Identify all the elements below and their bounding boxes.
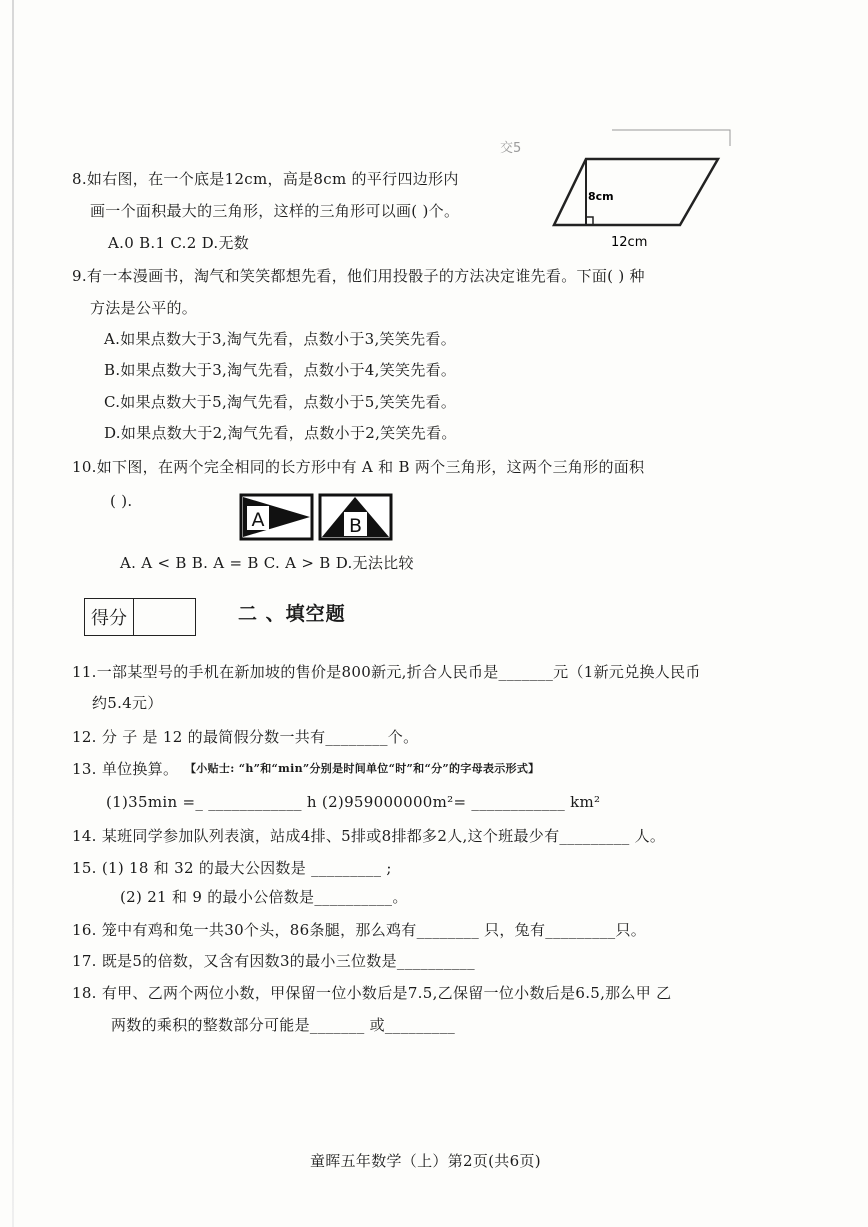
q18-line2: 两数的乘积的整数部分可能是_______ 或_________ xyxy=(111,1016,456,1034)
q10-stem-line2: ( ). xyxy=(110,492,133,510)
q9-option-c: C.如果点数大于5,淘气先看，点数小于5,笑笑先看。 xyxy=(104,393,457,411)
q17-line1: 17. 既是5的倍数，又含有因数3的最小三位数是__________ xyxy=(72,952,475,970)
q9-option-d: D.如果点数大于2,淘气先看，点数小于2,笑笑先看。 xyxy=(104,424,457,442)
height-label: 8cm xyxy=(588,190,614,203)
parallelogram-outline xyxy=(554,159,718,225)
base-label: 12cm xyxy=(611,235,648,250)
q15-line1: 15. (1) 18 和 32 的最大公因数是 _________ ; xyxy=(72,859,392,877)
section-title: 二 、填空题 xyxy=(238,603,346,625)
q9-stem-line2: 方法是公平的。 xyxy=(90,299,198,317)
stray-corner-mark xyxy=(612,130,730,146)
q8-stem-line1: 8.如右图，在一个底是12cm，高是8cm 的平行四边形内 xyxy=(72,170,459,188)
parallelogram-figure xyxy=(494,126,744,250)
q12-line1: 12. 分 子 是 12 的最简假分数一共有________个。 xyxy=(72,728,419,746)
q13-line2: (1)35min =_ ____________ h (2)959000000m²= ____________ km² xyxy=(106,793,601,811)
scan-edge-shadow xyxy=(12,0,14,1227)
q11-line2: 约5.4元） xyxy=(92,694,163,712)
q9-option-a: A.如果点数大于3,淘气先看，点数小于3,笑笑先看。 xyxy=(104,330,457,348)
q8-stem-line2: 画一个面积最大的三角形，这样的三角形可以画( )个。 xyxy=(90,202,460,220)
q10-stem-line1: 10.如下图，在两个完全相同的长方形中有 A 和 B 两个三角形，这两个三角形的面积 xyxy=(72,458,645,476)
label-b: B xyxy=(348,515,363,537)
triangles-figure xyxy=(238,492,394,542)
page-footer: 童晖五年数学（上）第2页(共6页) xyxy=(310,1152,541,1170)
q13-tip: 【小贴士: “h”和“min”分别是时间单位“时”和“分”的字母表示形式】 xyxy=(185,762,540,775)
q16-line1: 16. 笼中有鸡和兔一共30个头，86条腿，那么鸡有________ 只，兔有_________只。 xyxy=(72,921,647,939)
q10-options: A. A < B B. A = B C. A > B D.无法比较 xyxy=(120,554,414,572)
q9-stem-line1: 9.有一本漫画书，淘气和笑笑都想先看，他们用投骰子的方法决定谁先看。下面( ) 种 xyxy=(72,267,645,285)
margin-note: 交5 xyxy=(500,141,522,156)
q9-option-b: B.如果点数大于3,淘气先看，点数小于4,笑笑先看。 xyxy=(104,361,457,379)
q14-line1: 14. 某班同学参加队列表演，站成4排、5排或8排都多2人,这个班最少有_________ 人。 xyxy=(72,827,666,845)
q15-line2: (2) 21 和 9 的最小公倍数是__________。 xyxy=(120,888,408,906)
score-label: 得分 xyxy=(85,599,134,635)
q8-options: A.0 B.1 C.2 D.无数 xyxy=(108,234,250,252)
label-a: A xyxy=(251,509,265,531)
q13-line1: 13. 单位换算。 xyxy=(72,760,179,778)
q18-line1: 18. 有甲、乙两个两位小数，甲保留一位小数后是7.5,乙保留一位小数后是6.5,那么甲 乙 xyxy=(72,984,672,1002)
score-blank xyxy=(134,599,195,635)
q11-line1: 11.一部某型号的手机在新加坡的售价是800新元,折合人民币是_______元（1新元兑换人民币 xyxy=(72,663,701,681)
score-box xyxy=(84,598,196,636)
